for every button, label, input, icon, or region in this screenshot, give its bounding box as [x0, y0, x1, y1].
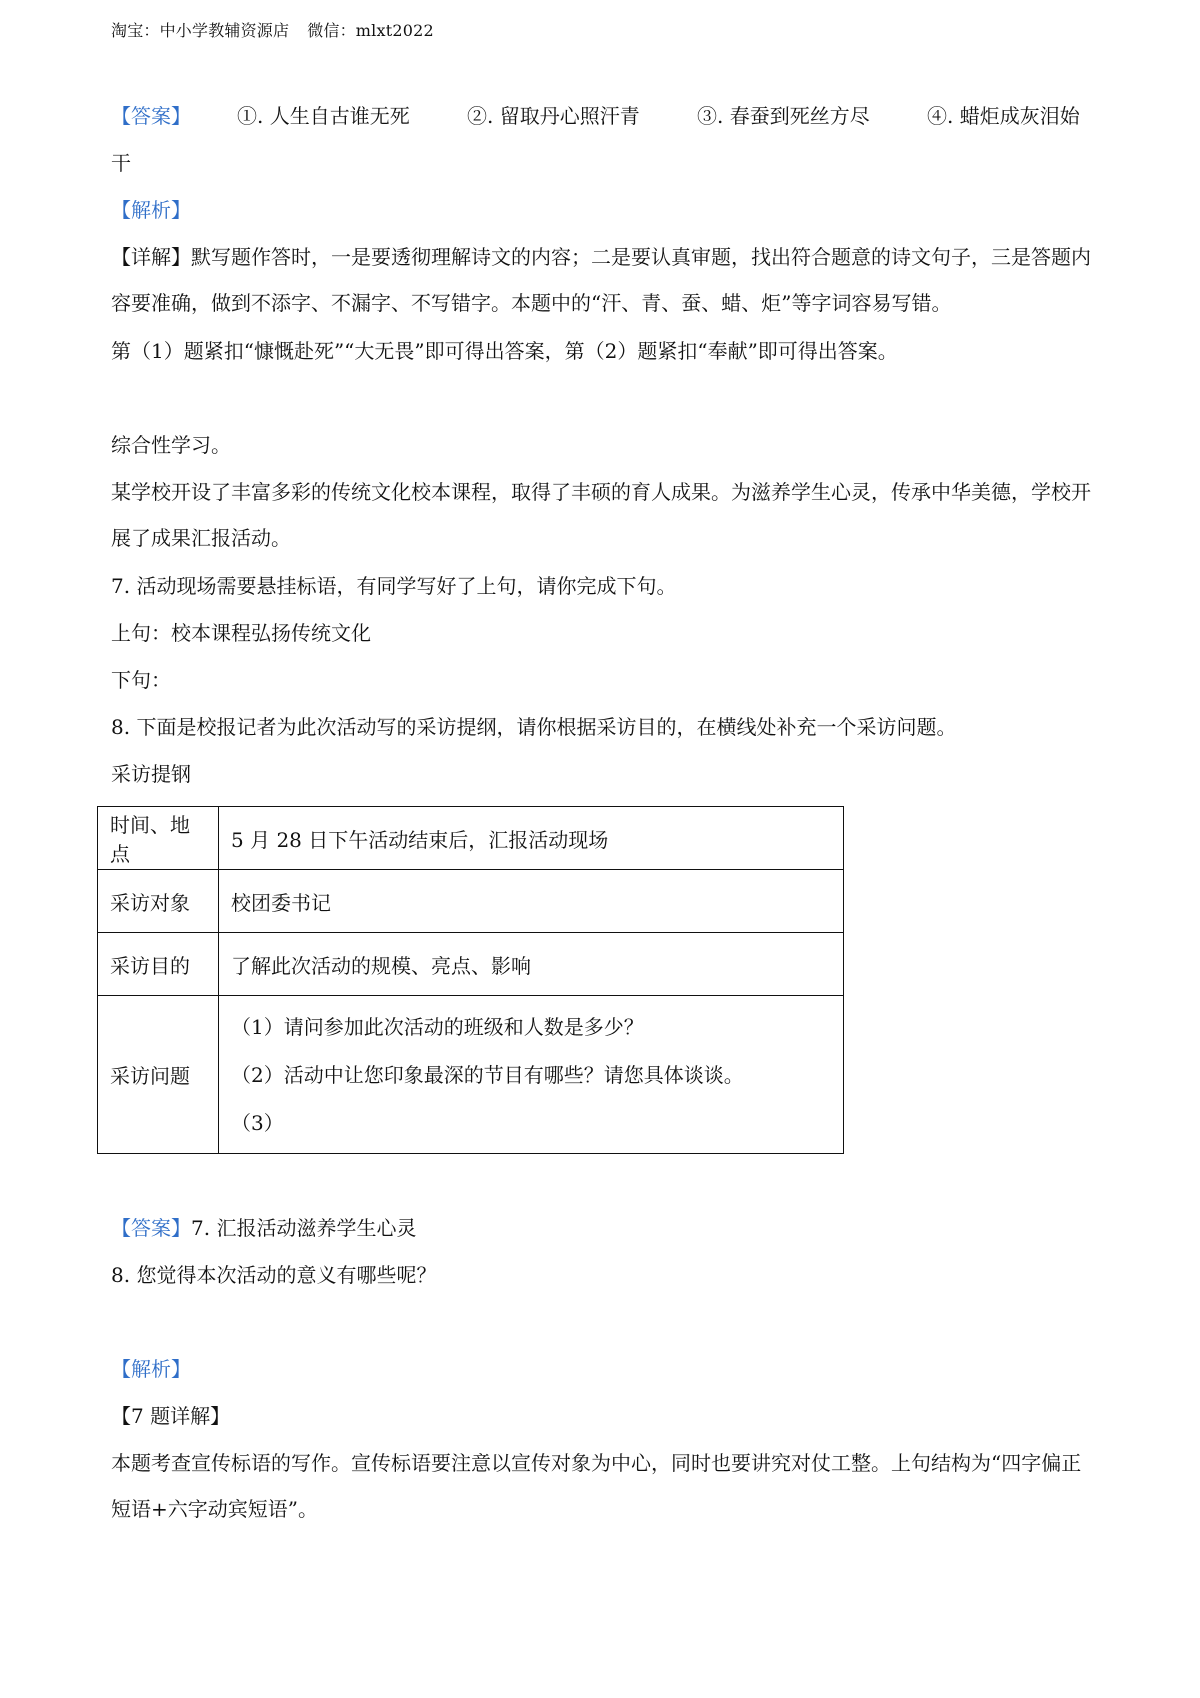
page-header — [111, 18, 434, 41]
table-value: 5 月 28 日下午活动结束后，汇报活动现场 — [219, 807, 844, 870]
detail-text: 默写题作答时，一是要透彻理解诗文的内容；二是要认真审题，找出符合题意的诗文句子，三是答题内容要准确，做到不添字、不漏字、不写错字。本题中的“汗、青、蚕、蜡、炬”等字词容易写错。 — [111, 245, 1091, 315]
lower-line: 下句： — [111, 668, 171, 692]
header-taobao: 淘宝：中小学教辅资源店 — [111, 21, 290, 40]
answer-tag: 【答案】 — [111, 104, 191, 128]
interview-question-3: （3） — [231, 1110, 284, 1135]
interview-question-1: （1）请问参加此次活动的班级和人数是多少？ — [231, 1014, 644, 1039]
analysis-line-3: 第（1）题紧扣“慷慨赴死”“大无畏”即可得出答案，第（2）题紧扣“奉献”即可得出答案。 — [111, 339, 898, 363]
outline-title: 采访提钢 — [111, 762, 191, 786]
header-wechat: 微信：mlxt2022 — [307, 21, 434, 40]
analysis-text-7: 本题考查宣传标语的写作。宣传标语要注意以宣传对象为中心，同时也要讲究对仗工整。上句结构为“四字偏正短语+六字动宾短语”。 — [111, 1451, 1082, 1521]
interview-outline-table — [97, 806, 844, 1154]
section-intro: 某学校开设了丰富多彩的传统文化校本课程，取得了丰硕的育人成果。为滋养学生心灵，传承中华美德，学校开展了成果汇报活动。 — [111, 480, 1091, 550]
answer-7: 7. 汇报活动滋养学生心灵 — [191, 1216, 417, 1240]
upper-line: 上句：校本课程弘扬传统文化 — [111, 621, 371, 645]
table-questions — [219, 996, 844, 1154]
detail-tag-7: 【7 题详解】 — [111, 1404, 231, 1428]
table-value: 了解此次活动的规模、亮点、影响 — [219, 933, 844, 996]
analysis-tag-text: 【解析】 — [111, 198, 191, 222]
answer-row-1 — [111, 93, 1111, 139]
analysis-tag-2 — [111, 1346, 1101, 1392]
detail-tag: 【详解】 — [111, 245, 191, 269]
table-row — [98, 807, 844, 870]
answer-continuation: 干 — [111, 151, 131, 175]
answer-item-4: ④. 蜡炬成灰泪始 — [927, 104, 1080, 128]
table-row — [98, 933, 844, 996]
table-key: 采访对象 — [98, 870, 219, 933]
table-key: 时间、地点 — [98, 807, 219, 870]
table-row — [98, 870, 844, 933]
analysis-tag-text-2: 【解析】 — [111, 1357, 191, 1381]
question-7: 7. 活动现场需要悬挂标语，有同学写好了上句，请你完成下句。 — [111, 574, 677, 598]
analysis-tag-1 — [111, 187, 1101, 233]
table-value: 校团委书记 — [219, 870, 844, 933]
answer-8: 8. 您觉得本次活动的意义有哪些呢？ — [111, 1263, 437, 1287]
interview-question-2: （2）活动中让您印象最深的节目有哪些？请您具体谈谈。 — [231, 1062, 744, 1087]
analysis-detail-1 — [111, 234, 1101, 326]
section-title: 综合性学习。 — [111, 433, 231, 457]
answer-item-1: ①. 人生自古谁无死 — [237, 104, 410, 128]
answer-7-line — [111, 1205, 1101, 1251]
answer-tag-2: 【答案】 — [111, 1216, 191, 1240]
answer-item-2: ②. 留取丹心照汗青 — [467, 104, 640, 128]
answer-item-3: ③. 春蚕到死丝方尽 — [697, 104, 870, 128]
table-key: 采访问题 — [98, 996, 219, 1154]
table-row — [98, 996, 844, 1154]
question-8: 8. 下面是校报记者为此次活动写的采访提纲，请你根据采访目的，在横线处补充一个采访问题。 — [111, 715, 957, 739]
table-key: 采访目的 — [98, 933, 219, 996]
